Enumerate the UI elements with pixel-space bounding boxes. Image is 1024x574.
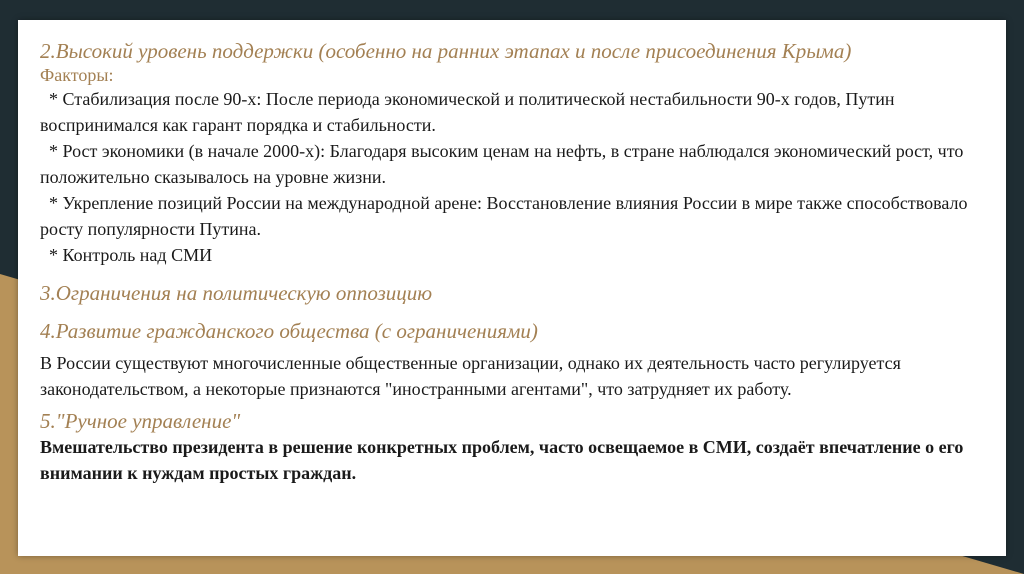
factor-item: * Рост экономики (в начале 2000-х): Благодаря высоким ценам на нефть, в стране наблюдался экономический рост, что положительно сказывалось на уровне жизни. [40, 141, 968, 187]
slide-card [18, 20, 1006, 556]
factors-label: Факторы: [40, 65, 114, 85]
slide-content [40, 38, 986, 486]
section-2-heading: 2.Высокий уровень поддержки (особенно на ранних этапах и после присоединения Крыма) [40, 39, 852, 63]
section-5-heading: 5."Ручное управление" [40, 409, 241, 433]
factor-item: * Контроль над СМИ [40, 245, 213, 265]
section-4-heading: 4.Развитие гражданского общества (с ограничениями) [40, 319, 538, 343]
factor-item: * Стабилизация после 90-х: После периода экономической и политической нестабильности 90-х годов, Путин воспринимался как гарант порядка и стабильности. [40, 89, 900, 135]
factor-item: * Укрепление позиций России на международной арене: Восстановление влияния России в мире также способствовало росту популярности Путина. [40, 193, 972, 239]
section-5-text: Вмешательство президента в решение конкретных проблем, часто освещаемое в СМИ, создаёт впечатление о его внимании к нуждам простых граждан. [40, 437, 968, 483]
section-3-heading: 3.Ограничения на политическую оппозицию [40, 281, 433, 305]
section-4-text: В России существуют многочисленные общественные организации, однако их деятельность часто регулируется законодательством, а некоторые признаются "иностранными агентами", что затрудняет их работу. [40, 353, 906, 399]
